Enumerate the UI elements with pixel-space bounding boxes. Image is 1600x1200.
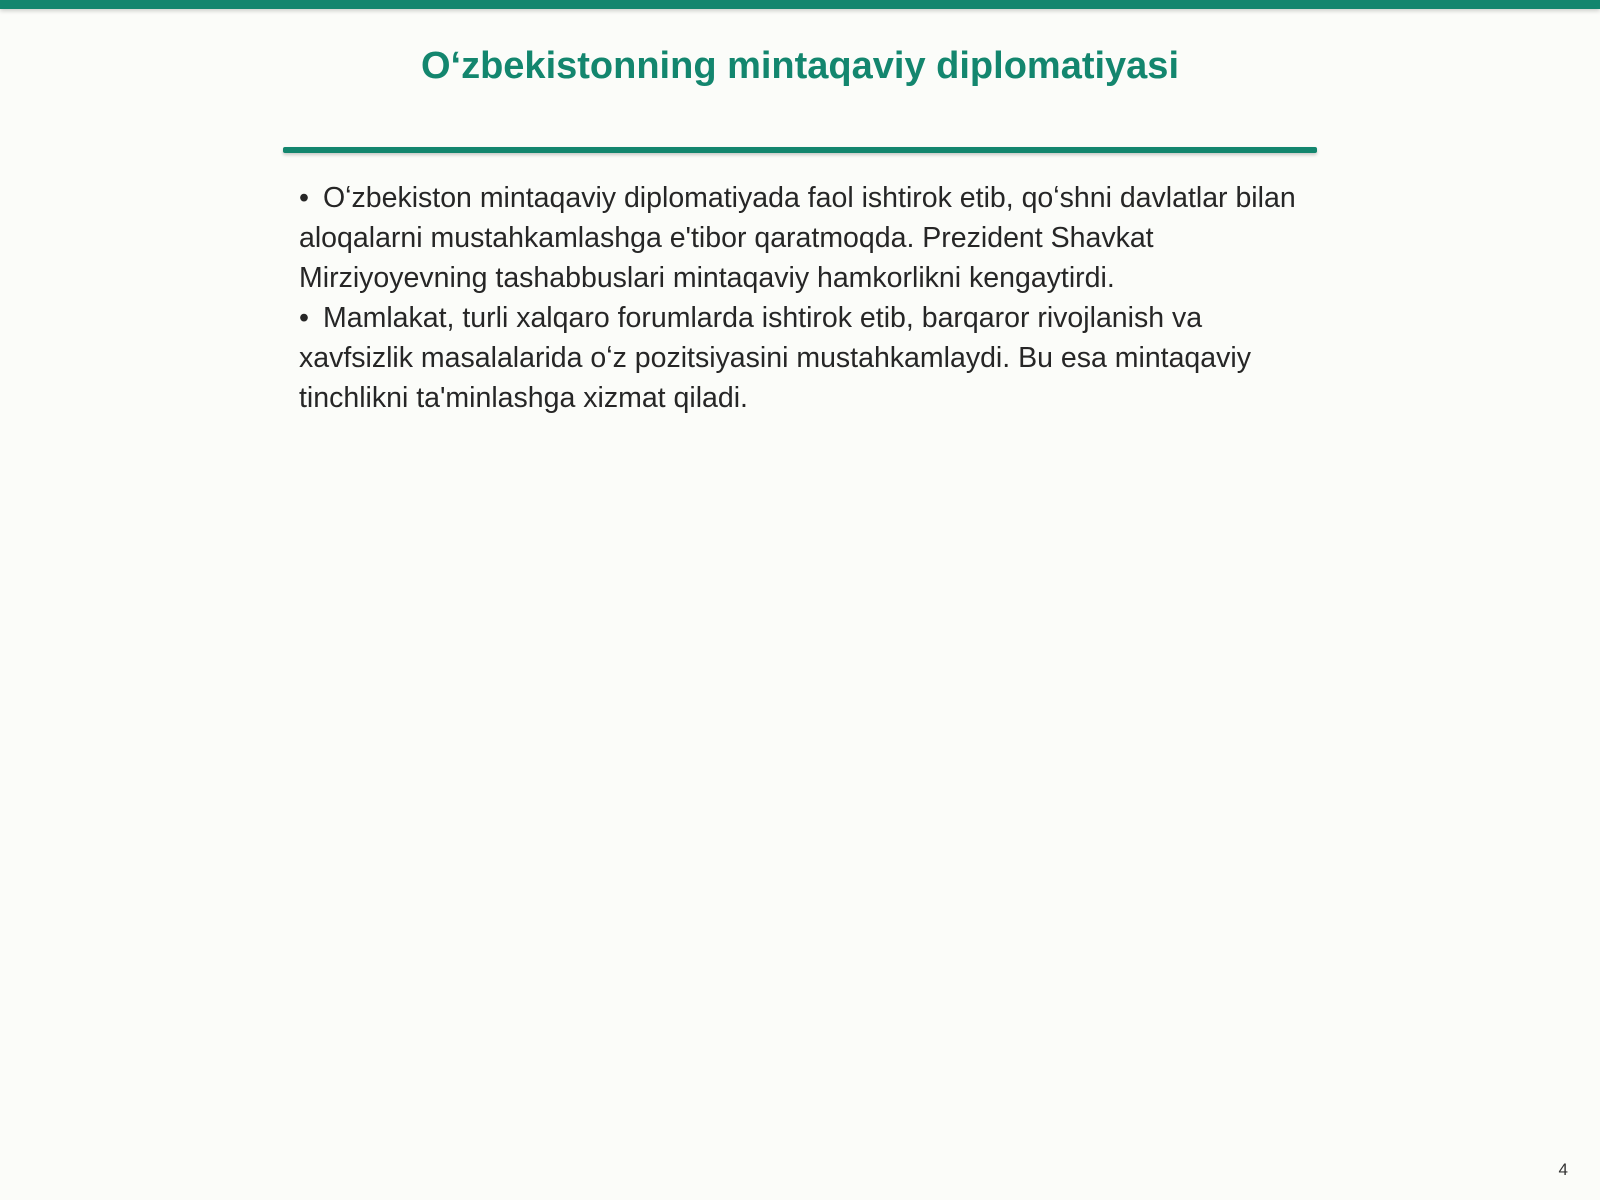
slide-title: Oʻzbekistonning mintaqaviy diplomatiyasi — [420, 45, 1180, 87]
slide-body — [299, 178, 1309, 418]
bullet-icon: • — [299, 182, 309, 214]
page-number: 4 — [1558, 1160, 1568, 1179]
title-divider — [283, 147, 1317, 153]
bullet-icon: • — [299, 302, 309, 334]
top-accent-bar — [0, 0, 1600, 9]
bullet-item — [299, 178, 1309, 298]
bullet-text: Oʻzbekiston mintaqaviy diplomatiyada faol ishtirok etib, qoʻshni davlatlar bilan aloqalarni mustahkamlashga e'tibor qaratmoqda. Prezident Shavkat Mirziyoyevning tashabbuslari mintaqaviy hamkorlikni kengaytirdi. — [299, 182, 1296, 294]
bullet-item — [299, 298, 1309, 418]
bullet-text: Mamlakat, turli xalqaro forumlarda ishtirok etib, barqaror rivojlanish va xavfsizlik masalalarida oʻz pozitsiyasini mustahkamlaydi. Bu esa mintaqaviy tinchlikni ta'minlashga xizmat qiladi. — [299, 302, 1251, 414]
